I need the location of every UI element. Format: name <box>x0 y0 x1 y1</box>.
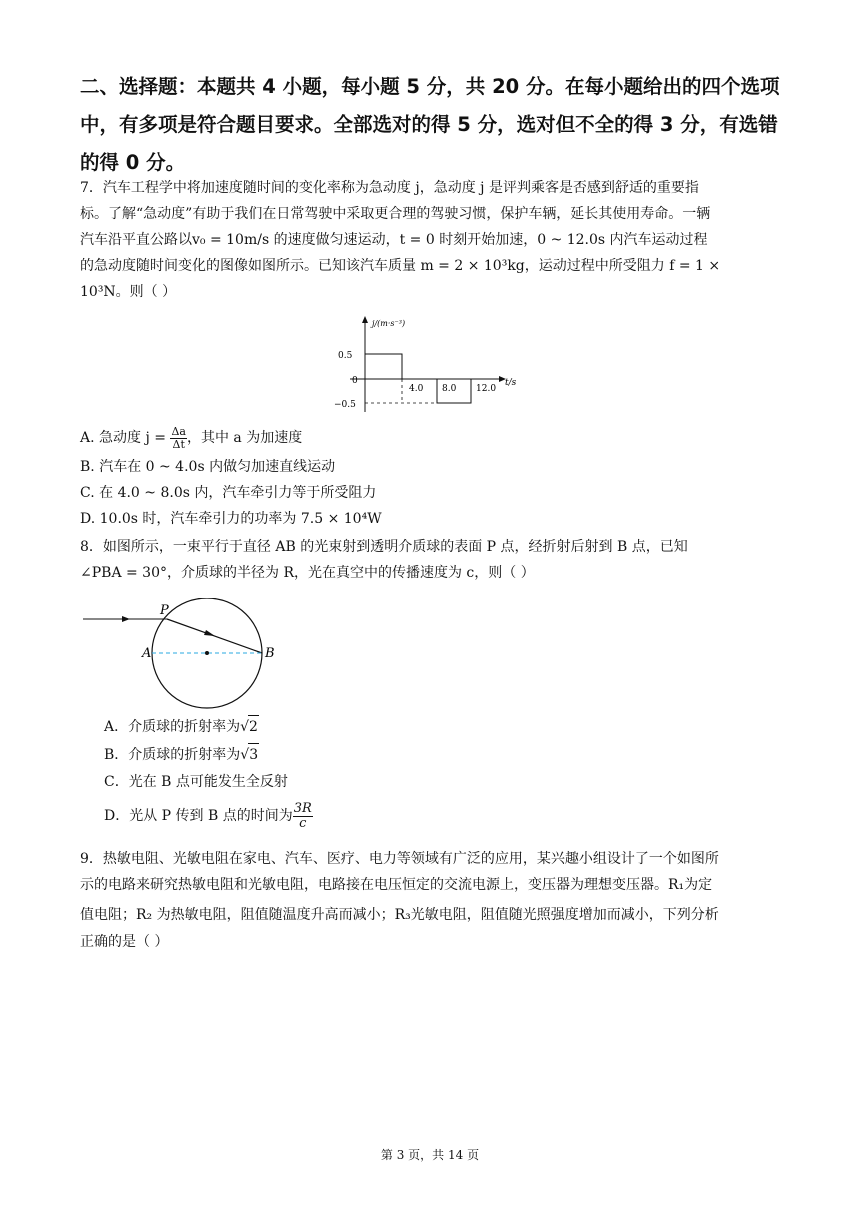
q7-option-b[interactable]: B. 汽车在 0 ~ 4.0s 内做匀加速直线运动 <box>80 459 336 475</box>
q7-x-axis-label: t/s <box>505 378 517 388</box>
q7-line-4: 的急动度随时间变化的图像如图所示。已知该汽车质量 m = 2 × 10³kg，运动过程中所受阻力 f = 1 × <box>80 258 721 274</box>
q7-x-tick-8: 8.0 <box>442 384 457 394</box>
q8-option-a[interactable]: A．介质球的折射率为√2 <box>104 715 259 738</box>
q7-y-tick-zero: 0 <box>352 376 358 386</box>
q7-y-tick-negative: −0.5 <box>334 400 356 410</box>
q7-option-c[interactable]: C. 在 4.0 ~ 8.0s 内，汽车牵引力等于所受阻力 <box>80 485 377 501</box>
q8-line-1: 8．如图所示，一束平行于直径 AB 的光束射到透明介质球的表面 P 点，经折射后射到 B 点，已知 <box>80 539 688 555</box>
q7-line-1: 7．汽车工程学中将加速度随时间的变化率称为急动度 j，急动度 j 是评判乘客是否感到舒适的重要指 <box>80 180 699 196</box>
q7-x-tick-4: 4.0 <box>409 384 424 394</box>
q7-y-axis-label: j/(m·s⁻³) <box>372 319 406 328</box>
page-footer: 第 3 页，共 14 页 <box>380 1148 480 1162</box>
q7-line-2: 标。了解“急动度”有助于我们在日常驾驶中采取更合理的驾驶习惯，保护车辆，延长其使用寿命。一辆 <box>80 206 711 222</box>
section-heading: 二、选择题：本题共 4 小题，每小题 5 分，共 20 分。在每小题给出的四个选项中，有多项是符合题目要求。全部选对的得 5 分，选对但不全的得 3 分，有选错的得 0 分。 <box>80 75 780 174</box>
q8-label-p: P <box>160 603 169 618</box>
q9-line-3: 值电阻；R₂ 为热敏电阻，阻值随温度升高而减小；R₃光敏电阻，阻值随光照强度增加而减小，下列分析 <box>80 907 719 923</box>
q8-option-d[interactable]: D．光从 P 传到 B 点的时间为 $\frac{3R}{c}$ <box>104 801 312 831</box>
q9-line-4: 正确的是（ ） <box>80 934 169 950</box>
q7-jerk-time-graph <box>330 312 530 417</box>
q8-line-2: ∠PBA = 30°，介质球的半径为 R，光在真空中的传播速度为 c，则（ ） <box>80 565 535 581</box>
q8-option-c[interactable]: C．光在 B 点可能发生全反射 <box>104 774 288 790</box>
q7-line-3: 汽车沿平直公路以v₀ = 10m/s 的速度做匀速运动，t = 0 时刻开始加速，0 ~ 12.0s 内汽车运动过程 <box>80 232 708 248</box>
q9-line-1: 9．热敏电阻、光敏电阻在家电、汽车、医疗、电力等领域有广泛的应用，某兴趣小组设计了一个如图所 <box>80 851 719 867</box>
q8-sphere-diagram <box>80 598 290 710</box>
q7-line-5: 10³N。则（ ） <box>80 284 177 300</box>
q9-line-2: 示的电路来研究热敏电阻和光敏电阻，电路接在电压恒定的交流电源上，变压器为理想变压器。R₁为定 <box>80 877 713 893</box>
q8-option-b[interactable]: B．介质球的折射率为√3 <box>104 743 259 766</box>
q7-x-tick-12: 12.0 <box>476 384 497 394</box>
q7-option-a[interactable]: A. 急动度 j = $\frac{\Delta a}{\Delta t}$ ，其中 a 为加速度 <box>80 425 303 451</box>
q8-label-a: A <box>142 646 152 661</box>
q8-label-b: B <box>265 646 275 661</box>
q7-option-d[interactable]: D. 10.0s 时，汽车牵引力的功率为 7.5 × 10⁴W <box>80 511 382 527</box>
q7-y-tick-positive: 0.5 <box>338 351 353 361</box>
